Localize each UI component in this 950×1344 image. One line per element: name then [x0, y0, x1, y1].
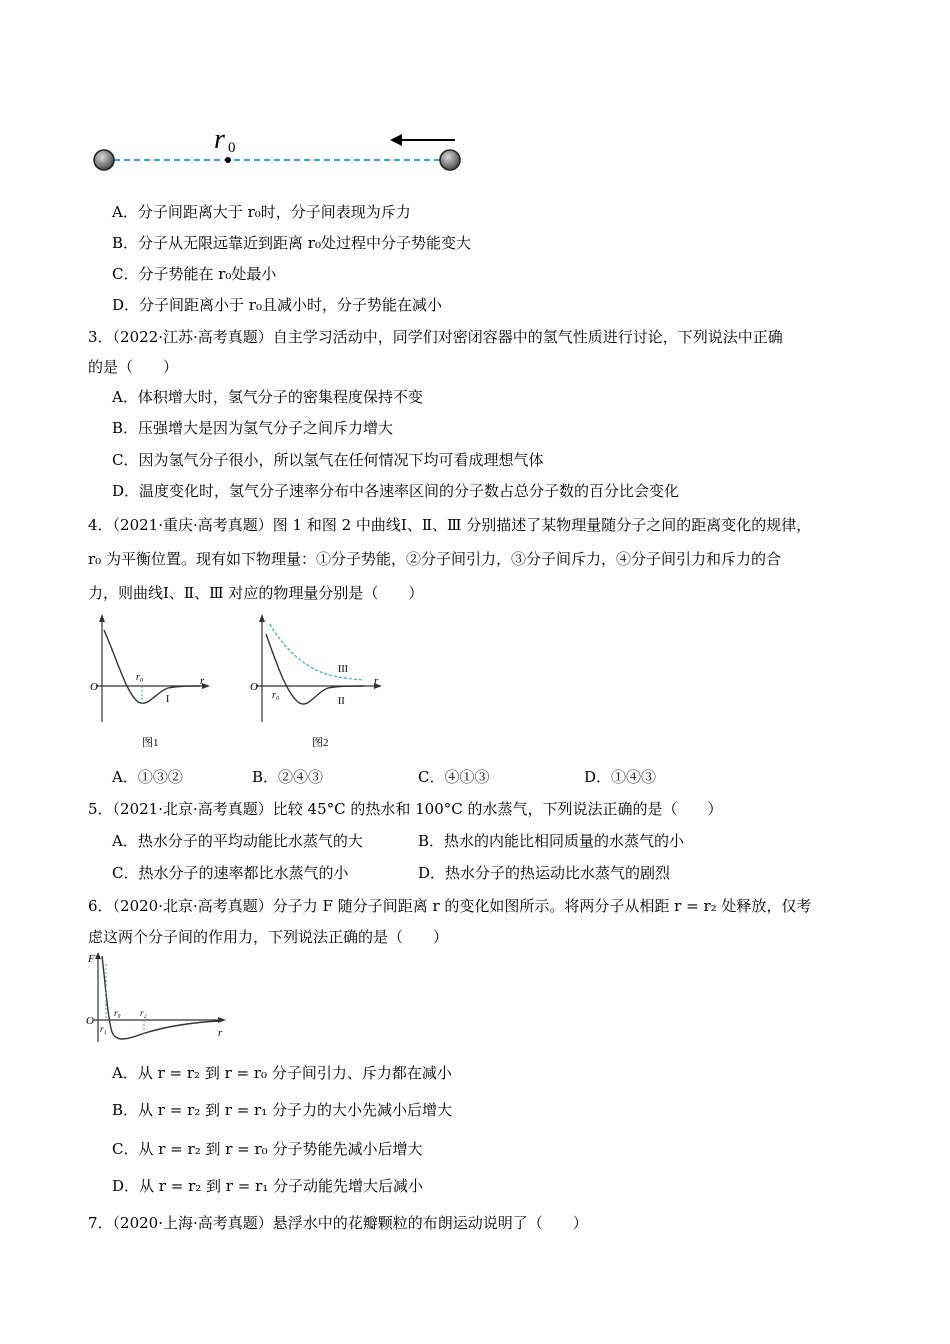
svg-text:r₁: r₁: [100, 1024, 107, 1034]
svg-text:I: I: [166, 694, 170, 705]
q5-option-b[interactable]: B．热水的内能比相同质量的水蒸气的小: [418, 832, 685, 850]
arrow-left-icon: [390, 134, 402, 146]
molecule-figure: [80, 118, 480, 180]
q4-option-b[interactable]: B．②④③: [252, 768, 324, 786]
force-curve: [102, 956, 220, 1039]
q4-option-a[interactable]: A．①③②: [112, 768, 183, 786]
q4-stem-line3: 力，则曲线Ⅰ、Ⅱ、Ⅲ 对应的物理量分别是（ ）: [88, 584, 424, 602]
curve-ii: [266, 634, 364, 704]
svg-text:r₀: r₀: [114, 1008, 121, 1018]
q4-stem-line1: 4．（2021·重庆·高考真题）图 1 和图 2 中曲线Ⅰ、Ⅱ、Ⅲ 分别描述了某物理量随分子之间的距离变化的规律，: [88, 516, 812, 534]
q3-option-d[interactable]: D．温度变化时，氢气分子速率分布中各速率区间的分子数占总分子数的百分比会变化: [112, 482, 680, 500]
q5-stem: 5．（2021·北京·高考真题）比较 45°C 的热水和 100°C 的水蒸气，下列说法正确的是（ ）: [88, 800, 723, 818]
q5-option-a[interactable]: A．热水分子的平均动能比水蒸气的大: [112, 832, 363, 850]
svg-text:O: O: [86, 1015, 94, 1027]
q4-figure-1: [88, 612, 218, 752]
q3-stem-line2: 的是（ ）: [88, 358, 179, 376]
y-axis-arrow-icon: [99, 614, 105, 622]
q5-option-c[interactable]: C．热水分子的速率都比水蒸气的小: [112, 864, 349, 882]
x-axis-arrow-icon: [218, 1017, 226, 1023]
svg-text:r: r: [218, 1027, 223, 1039]
r0-sub: 0: [228, 140, 236, 156]
q3-option-c[interactable]: C．因为氢气分子很小，所以氢气在任何情况下均可看成理想气体: [112, 451, 544, 469]
fig2-caption: 图2: [312, 737, 329, 749]
q6-figure: [86, 950, 236, 1050]
q5-option-d[interactable]: D．热水分子的热运动比水蒸气的剧烈: [418, 864, 671, 882]
r0-point: [225, 157, 231, 163]
q4-option-d[interactable]: D．①④③: [584, 768, 657, 786]
svg-text:r: r: [374, 675, 379, 687]
svg-text:r: r: [200, 675, 205, 687]
q6-option-d[interactable]: D．从 r = r₂ 到 r = r₁ 分子动能先增大后减小: [112, 1177, 424, 1195]
q3-option-b[interactable]: B．压强增大是因为氢气分子之间斥力增大: [112, 419, 394, 437]
q6-option-b[interactable]: B．从 r = r₂ 到 r = r₁ 分子力的大小先减小后增大: [112, 1101, 453, 1119]
svg-text:F: F: [88, 953, 95, 965]
q4-figure-2: [246, 612, 391, 752]
svg-text:O: O: [250, 681, 258, 693]
y-axis-arrow-icon: [95, 952, 101, 959]
q2-option-c[interactable]: C．分子势能在 r₀处最小: [112, 265, 277, 283]
r0-label: r: [214, 124, 225, 155]
curve-iii: [270, 624, 364, 680]
q2-option-d[interactable]: D．分子间距离小于 r₀且减小时，分子势能在减小: [112, 296, 442, 314]
svg-text:r₀: r₀: [272, 690, 280, 701]
q6-stem-line2: 虑这两个分子间的作用力，下列说法正确的是（ ）: [88, 928, 449, 946]
q2-option-a[interactable]: A．分子间距离大于 r₀时，分子间表现为斥力: [112, 203, 411, 221]
left-molecule: [94, 150, 114, 170]
q6-stem-line1: 6．（2020·北京·高考真题）分子力 F 随分子间距离 r 的变化如图所示。将两分子从相距 r = r₂ 处释放，仅考: [88, 897, 812, 915]
svg-text:O: O: [90, 681, 98, 693]
svg-text:r₀: r₀: [136, 672, 144, 683]
svg-text:r₂: r₂: [140, 1008, 147, 1018]
q3-stem-line1: 3．（2022·江苏·高考真题）自主学习活动中，同学们对密闭容器中的氢气性质进行讨论，下列说法中正确: [88, 328, 783, 346]
q4-option-c[interactable]: C．④①③: [418, 768, 490, 786]
q4-stem-line2: r₀ 为平衡位置。现有如下物理量：①分子势能，②分子间引力，③分子间斥力，④分子间引力和斥力的合: [88, 550, 781, 568]
fig1-caption: 图1: [142, 737, 159, 749]
q7-stem: 7．（2020·上海·高考真题）悬浮水中的花瓣颗粒的布朗运动说明了（ ）: [88, 1214, 588, 1232]
svg-text:II: II: [338, 696, 345, 707]
right-molecule: [440, 150, 460, 170]
q6-option-a[interactable]: A．从 r = r₂ 到 r = r₀ 分子间引力、斥力都在减小: [112, 1064, 452, 1082]
q6-option-c[interactable]: C．从 r = r₂ 到 r = r₀ 分子势能先减小后增大: [112, 1140, 423, 1158]
q3-option-a[interactable]: A．体积增大时，氢气分子的密集程度保持不变: [112, 388, 423, 406]
y-axis-arrow-icon: [259, 614, 265, 622]
curve-i: [104, 630, 200, 703]
svg-text:III: III: [338, 664, 348, 675]
q2-option-b[interactable]: B．分子从无限远靠近到距离 r₀处过程中分子势能变大: [112, 234, 471, 252]
